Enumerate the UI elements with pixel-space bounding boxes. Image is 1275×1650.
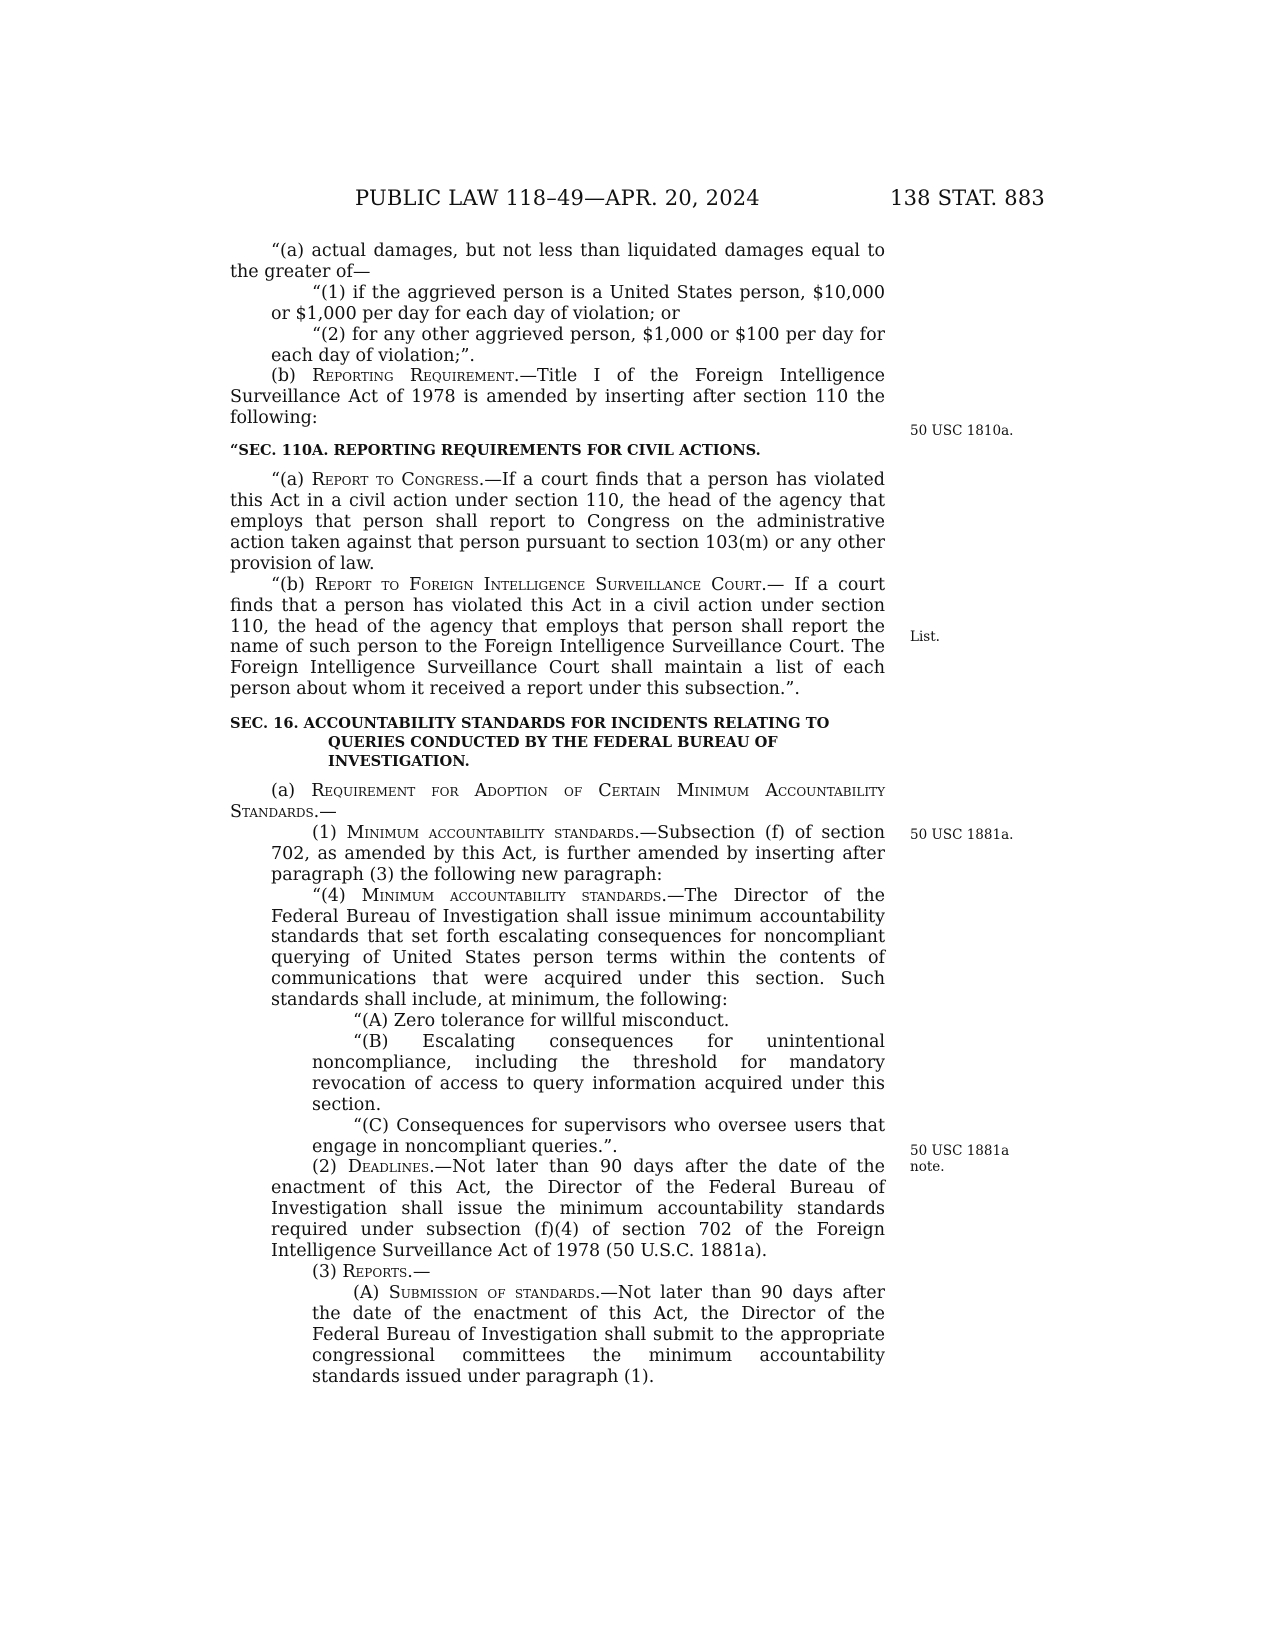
- paragraph-heading: Minimum accountability standards: [346, 822, 635, 843]
- paragraph-label: (1): [312, 822, 347, 843]
- paragraph-zero-tolerance: “(A) Zero tolerance for willful misconduct.: [353, 1011, 730, 1032]
- page-header: [230, 186, 1045, 216]
- paragraph-label: (2): [312, 1157, 348, 1178]
- paragraph-reporting-requirement: [230, 366, 885, 429]
- paragraph-text: .—: [313, 802, 337, 823]
- paragraph-text: .—If a court finds that a person has violated this Act in a civil action under section 110, the head of the agency that employs that person shall report to Congress on the administrative action taken against that person pursuant to section 103(m) or any other provision of law.: [230, 470, 885, 574]
- paragraph-f4-minimum-standards: [230, 886, 885, 1011]
- paragraph-text: .—The Director of the Federal Bureau of Investigation shall issue minimum accountability standards that set forth escalating consequences for noncompliant querying of United States person terms within the contents of communications that were acquired under this section. Such standards shall include, at minimum, the following:: [271, 885, 885, 1011]
- document-body: [230, 241, 885, 1387]
- paragraph-heading: Minimum accountability standards: [361, 885, 662, 906]
- paragraph-label: “(4): [312, 885, 362, 906]
- paragraph-report-to-fisc: [230, 575, 885, 700]
- paragraph-label: (3): [312, 1261, 343, 1282]
- paragraph-deadlines: [230, 1157, 885, 1262]
- public-law-citation: PUBLIC LAW 118–49—APR. 20, 2024: [355, 186, 760, 210]
- statute-page-number: 138 STAT. 883: [890, 186, 1045, 210]
- paragraph-other-person-damages: “(2) for any other aggrieved person, $1,000 or $100 per day for each day of violation;”.: [271, 324, 885, 366]
- paragraph-requirement-for-adoption: [230, 781, 885, 823]
- paragraph-heading: Report to Congress: [311, 470, 479, 491]
- paragraph-minimum-standards-amendment: [230, 823, 885, 886]
- paragraph-label: (a): [271, 781, 312, 802]
- paragraph-text: .—Title I of the Foreign Intelligence Surveillance Act of 1978 is amended by inserting after section 110 the following:: [230, 366, 885, 429]
- paragraph-label: (b): [271, 366, 313, 387]
- paragraph-reports: [230, 1262, 885, 1283]
- margin-note-1881a-note: [910, 1143, 1030, 1175]
- paragraph-label: “(b): [271, 574, 315, 595]
- paragraph-label: (A): [353, 1282, 389, 1303]
- paragraph-text: .—: [407, 1261, 431, 1282]
- paragraph-submission-of-standards: [230, 1283, 885, 1388]
- margin-note-list: List.: [910, 629, 940, 645]
- paragraph-heading: Requirement for Adoption of Certain Minimum Accountability Standards: [230, 781, 885, 823]
- section-110a-heading: “SEC. 110A. REPORTING REQUIREMENTS FOR CIVIL ACTIONS.: [230, 442, 761, 460]
- paragraph-heading: Deadlines: [347, 1157, 430, 1178]
- paragraph-text: .—Not later than 90 days after the date of the enactment of this Act, the Director of the Federal Bureau of Investigation shall issue the minimum accountability standards required under subsection (f)(4) of section 702 of the Foreign Intelligence Surveillance Act of 1978 (50 U.S.C. 1881a).: [271, 1157, 885, 1262]
- margin-note-line: 50 USC 1881a: [910, 1143, 1010, 1159]
- paragraph-escalating-consequences: “(B) Escalating consequences for unintentional noncompliance, including the threshold for mandatory revocation of access to query information acquired under this section.: [312, 1032, 885, 1115]
- paragraph-actual-damages: “(a) actual damages, but not less than liquidated damages equal to the greater of—: [230, 241, 885, 282]
- margin-note-line: note.: [910, 1159, 945, 1175]
- paragraph-text: .— If a court finds that a person has violated this Act in a civil action under section 110, the head of the agency that employs that person shall report the name of such person to the Foreign Intelligence Surveillance Court. The Foreign Intelligence Surveillance Court shall maintain a list of each person about whom it received a report under this subsection.”.: [230, 574, 885, 700]
- paragraph-text: .—Subsection (f) of section 702, as amended by this Act, is further amended by inserting after paragraph (3) the following new paragraph:: [271, 822, 885, 885]
- paragraph-label: “(a): [271, 470, 312, 491]
- paragraph-us-person-damages: “(1) if the aggrieved person is a United States person, $10,000 or $1,000 per day for each day of violation; or: [271, 282, 885, 324]
- margin-note-1810a: 50 USC 1810a.: [910, 423, 1014, 439]
- paragraph-heading: Submission of standards: [388, 1282, 595, 1303]
- paragraph-heading: Report to Foreign Intelligence Surveillance Court: [314, 574, 762, 595]
- margin-note-1881a: 50 USC 1881a.: [910, 827, 1014, 843]
- paragraph-report-to-congress: [230, 470, 885, 575]
- section-16-heading: SEC. 16. ACCOUNTABILITY STANDARDS FOR INCIDENTS RELATING TO QUERIES CONDUCTED BY THE FEDERAL BUREAU OF INVESTIGATION.: [230, 715, 830, 771]
- paragraph-heading: Reports: [342, 1261, 408, 1282]
- paragraph-supervisor-consequences: “(C) Consequences for supervisors who oversee users that engage in noncompliant queries.”.: [312, 1115, 885, 1157]
- paragraph-text: .—Not later than 90 days after the date of the enactment of this Act, the Director of the Federal Bureau of Investigation shall submit to the appropriate congressional committees the minimum accountability standards issued under paragraph (1).: [312, 1282, 885, 1387]
- paragraph-heading: Reporting Requirement: [312, 366, 514, 387]
